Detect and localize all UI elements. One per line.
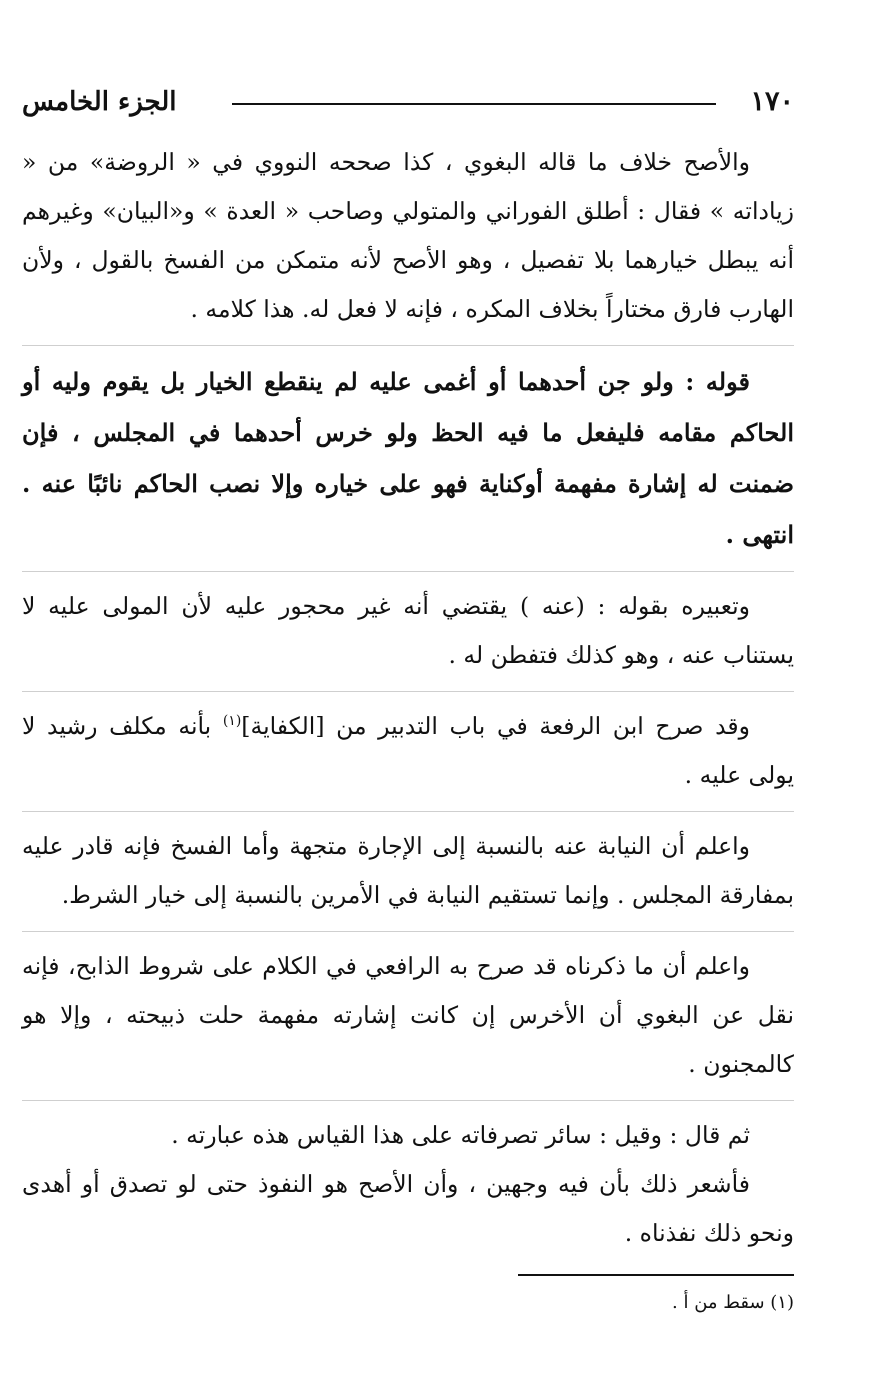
paragraph-divider	[22, 1100, 794, 1101]
paragraph: والأصح خلاف ما قاله البغوي ، كذا صححه النووي في « الروضة» من « زياداته » فقال : أطلق الفوراني والمتولي وصاحب « العدة » و«البيان» وغيرهم أنه يبطل خيارهما بلا تفصيل ، وهو الأصح لأنه متمكن من الفسخ بالقول ، ولأن الهارب فارق مختاراً بخلاف المكره ، فإنه لا فعل له. هذا كلامه .	[22, 148, 794, 323]
paragraph-divider	[22, 571, 794, 572]
paragraph-divider	[22, 931, 794, 932]
paragraph-divider	[22, 811, 794, 812]
paragraph: وتعبيره بقوله : (عنه ) يقتضي أنه غير محجور عليه لأن المولى عليه لا يستناب عنه ، وهو كذلك فتفطن له .	[22, 592, 794, 669]
paragraph	[22, 702, 794, 800]
paragraph: فأشعر ذلك بأن فيه وجهين ، وأن الأصح هو النفوذ حتى لو تصدق أو أهدى ونحو ذلك نفذناه .	[22, 1170, 794, 1247]
page-number: ١٧٠	[750, 86, 794, 117]
paragraph-text: وقد صرح ابن الرفعة في باب التدبير من [الكفاية]	[241, 712, 750, 740]
page-header	[22, 84, 794, 124]
paragraph-divider	[22, 691, 794, 692]
paragraph: واعلم أن النيابة عنه بالنسبة إلى الإجارة متجهة وأما الفسخ فإنه قادر عليه بمفارقة المجلس . وإنما تستقيم النيابة في الأمرين بالنسبة إلى خيار الشرط.	[22, 832, 794, 909]
footnote-mark: (١)	[222, 713, 242, 730]
footnote: (١) سقط من أ .	[672, 1292, 794, 1313]
footnote-rule	[518, 1274, 794, 1276]
paragraph-divider	[22, 345, 794, 346]
paragraph-text: بأنه مكلف رشيد لا يولى عليه .	[22, 712, 794, 789]
body-text	[22, 138, 794, 1258]
header-rule	[232, 103, 716, 105]
paragraph: واعلم أن ما ذكرناه قد صرح به الرافعي في الكلام على شروط الذابح، فإنه نقل عن البغوي أن الأخرس إن كانت إشارته مفهمة حلت ذبيحته ، وإلا هو كالمجنون .	[22, 952, 794, 1078]
running-title: الجزء الخامس	[22, 87, 177, 117]
paragraph: ثم قال : وقيل : سائر تصرفاته على هذا القياس هذه عبارته .	[171, 1121, 750, 1149]
quoted-paragraph: قوله : ولو جن أحدهما أو أغمى عليه لم ينقطع الخيار بل يقوم وليه أو الحاكم مقامه فليفعل ما فيه الحظ ولو خرس أحدهما في المجلس ، فإن ضمنت له إشارة مفهمة أوكناية فهو على خياره وإلا نصب الحاكم نائبًا عنه . انتهى .	[22, 367, 794, 549]
